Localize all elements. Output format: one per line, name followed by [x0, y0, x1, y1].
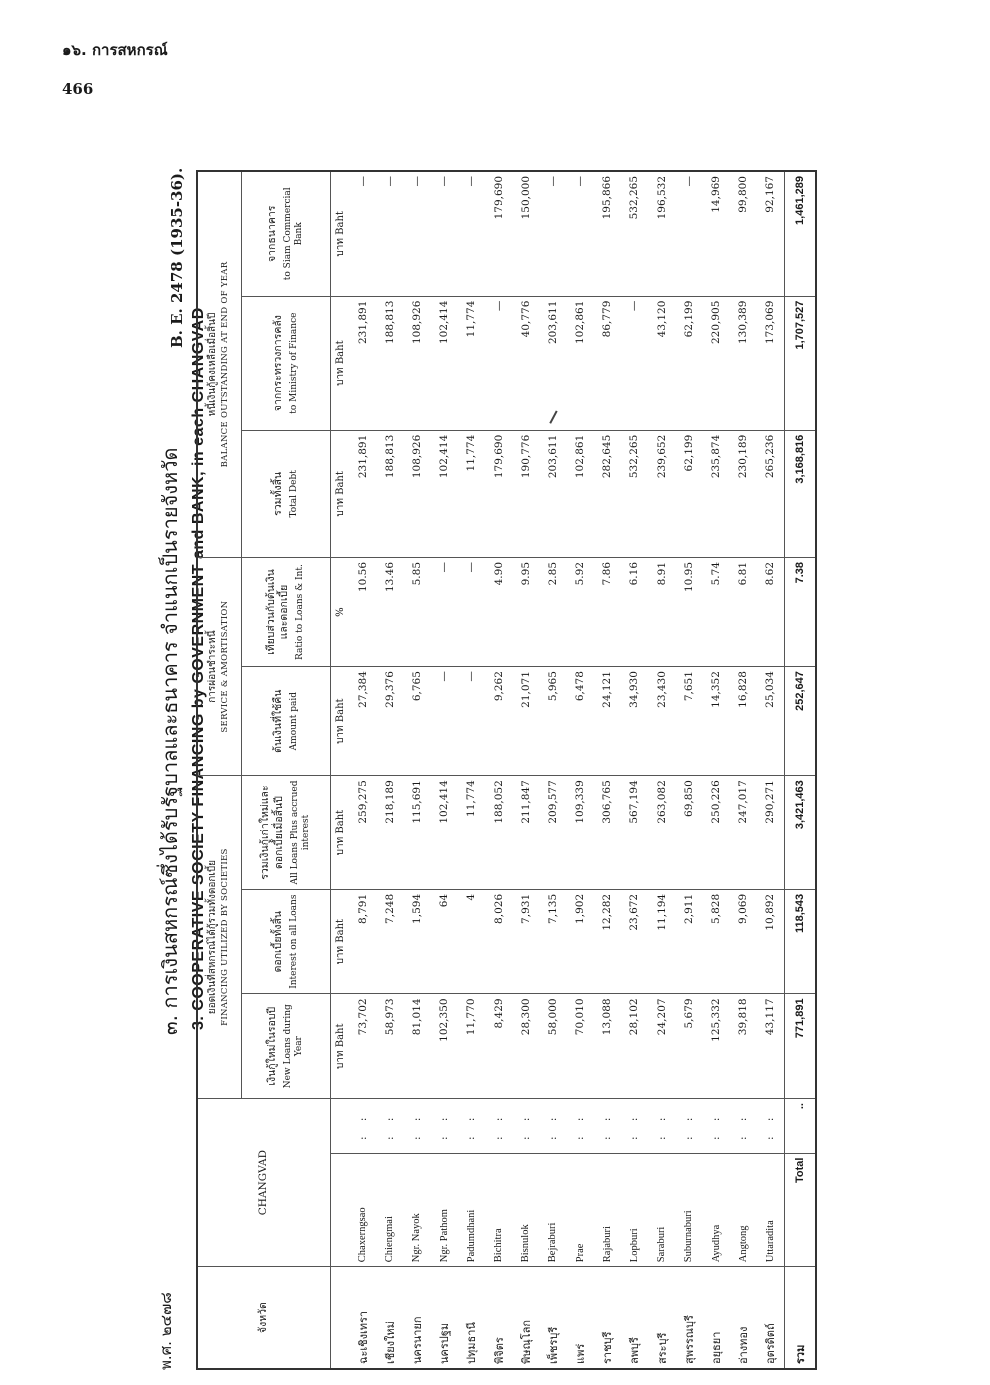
row-changvad-thai: อุตรดิตถ์ — [757, 1267, 785, 1369]
cell-total-debt: 190,776 — [512, 430, 539, 557]
cell-new-loans: 102,350 — [431, 994, 458, 1099]
cell-interest: 4 — [458, 889, 485, 994]
table-row — [730, 171, 757, 1369]
cell-total-debt: 102,414 — [431, 430, 458, 557]
cell-ratio: 2.85 — [539, 557, 566, 666]
cell-amount-paid: 27,384 — [349, 667, 376, 776]
row-dots: : : — [567, 1099, 594, 1154]
row-dots: : : — [648, 1099, 675, 1154]
row-changvad-eng: Chiengmai — [376, 1153, 403, 1267]
row-changvad-eng: Rajaburi — [594, 1153, 621, 1267]
row-changvad-eng: Saraburi — [648, 1153, 675, 1267]
cell-new-loans: 39,818 — [730, 994, 757, 1099]
cell-total-debt: 282,645 — [594, 430, 621, 557]
cell-to-ministry: 231,891 — [349, 296, 376, 430]
col-to-ministry — [241, 296, 330, 430]
row-changvad-eng: Suburnaburi — [675, 1153, 702, 1267]
cell-total-debt: 235,874 — [702, 430, 729, 557]
cell-interest: 1,594 — [403, 889, 430, 994]
cell-amount-paid: 5,965 — [539, 667, 566, 776]
cell-to-bank: 92,167 — [757, 171, 785, 296]
cell-ratio: 9.95 — [512, 557, 539, 666]
cell-total-debt: 230,189 — [730, 430, 757, 557]
cell-to-ministry: 173,069 — [757, 296, 785, 430]
title-thai: ๓. การเงินสหกรณ์ซึ่งได้รับรัฐบาลและธนาคาร จำแนกเป็นรายจังหวัด — [158, 447, 182, 1035]
cell-amount-paid: 34,930 — [621, 667, 648, 776]
cell-interest: 10,892 — [757, 889, 785, 994]
row-changvad-eng: Ngr. Pathom — [431, 1153, 458, 1267]
cell-all-loans: 250,226 — [702, 776, 729, 890]
cell-amount-paid: — — [431, 667, 458, 776]
cell-total-debt: 231,891 — [349, 430, 376, 557]
row-changvad-thai: อ่างทอง — [730, 1267, 757, 1369]
cell-interest: 23,672 — [621, 889, 648, 994]
cell-to-bank: — — [458, 171, 485, 296]
cell-new-loans: 5,679 — [675, 994, 702, 1099]
cell-amount-paid: 29,376 — [376, 667, 403, 776]
cell-to-bank: — — [431, 171, 458, 296]
year-be: B. E. 2478 (1935-36). — [168, 167, 186, 348]
cell-all-loans: 218,189 — [376, 776, 403, 890]
cell-interest: 7,248 — [376, 889, 403, 994]
table-row — [567, 171, 594, 1369]
cell-all-loans: 290,271 — [757, 776, 785, 890]
cell-ratio: 4.90 — [485, 557, 512, 666]
table-row — [485, 171, 512, 1369]
cell-new-loans: 73,702 — [349, 994, 376, 1099]
row-dots: : : — [594, 1099, 621, 1154]
cell-amount-paid: 7,651 — [675, 667, 702, 776]
cell-total-debt: 239,652 — [648, 430, 675, 557]
row-changvad-eng: Uttaradita — [757, 1153, 785, 1267]
cell-all-loans: 306,765 — [594, 776, 621, 890]
row-changvad-eng: Ngr. Nayok — [403, 1153, 430, 1267]
total-debt: 3,168,816 — [785, 430, 817, 557]
total-interest: 118,543 — [785, 889, 817, 994]
row-dots: : : — [403, 1099, 430, 1154]
cell-to-bank: — — [349, 171, 376, 296]
cell-to-ministry: 102,414 — [431, 296, 458, 430]
cell-to-bank: 532,265 — [621, 171, 648, 296]
cell-total-debt: 102,861 — [567, 430, 594, 557]
row-changvad-thai: ราชบุรี — [594, 1267, 621, 1369]
table-row — [431, 171, 458, 1369]
col-to-bank — [241, 171, 330, 296]
section-financing-thai: ยอดเงินที่สหกรณ์ได้กู้รวมทั้งดอกเบี้ย — [206, 859, 218, 1015]
cell-new-loans: 43,117 — [757, 994, 785, 1099]
cell-to-bank: — — [376, 171, 403, 296]
cell-total-debt: 62,199 — [675, 430, 702, 557]
row-dots: : : — [757, 1099, 785, 1154]
cell-to-ministry: 62,199 — [675, 296, 702, 430]
cell-amount-paid: 21,071 — [512, 667, 539, 776]
table-row — [702, 171, 729, 1369]
col-amount-paid-thai: ต้นเงินที่ใช้คืน — [271, 689, 284, 753]
cell-to-ministry: 86,779 — [594, 296, 621, 430]
table-row — [539, 171, 566, 1369]
cell-new-loans: 125,332 — [702, 994, 729, 1099]
cell-amount-paid: — — [458, 667, 485, 776]
col-new-loans — [241, 994, 330, 1099]
cell-to-ministry: — — [485, 296, 512, 430]
cell-ratio: — — [458, 557, 485, 666]
total-to-ministry: 1,707,527 — [785, 296, 817, 430]
cell-ratio: 6.81 — [730, 557, 757, 666]
cell-to-bank: 150,000 — [512, 171, 539, 296]
table-row — [594, 171, 621, 1369]
cell-total-debt: 203,611 — [539, 430, 566, 557]
cell-to-ministry: — — [621, 296, 648, 430]
col-new-loans-thai: เงินกู้ใหม่ในรอบปี — [265, 1006, 278, 1086]
col-changvad-eng: CHANGVAD — [197, 1099, 331, 1267]
cell-amount-paid: 24,121 — [594, 667, 621, 776]
cell-all-loans: 263,082 — [648, 776, 675, 890]
col-interest — [241, 889, 330, 994]
table-row — [349, 171, 376, 1369]
section-service-thai: การผ่อนชำระหนี้ — [206, 630, 218, 703]
chapter-heading: ๑๖. การสหกรณ์ — [62, 41, 168, 59]
cell-total-debt: 188,813 — [376, 430, 403, 557]
cell-new-loans: 13,088 — [594, 994, 621, 1099]
col-all-loans-thai: รวมเงินกู้เก่าใหม่และดอกเบี้ยเมื่อสิ้นปี — [259, 785, 285, 880]
col-all-loans — [241, 776, 330, 890]
cell-amount-paid: 14,352 — [702, 667, 729, 776]
col-all-loans-eng: All Loans Plus accrued interest — [289, 780, 311, 885]
row-changvad-thai: เชียงใหม่ — [376, 1267, 403, 1369]
cell-ratio: 8.62 — [757, 557, 785, 666]
cell-ratio: — — [431, 557, 458, 666]
unit-baht: บาท Baht — [331, 776, 350, 890]
row-changvad-thai: ปทุมธานี — [458, 1267, 485, 1369]
row-dots: : : — [730, 1099, 757, 1154]
cell-ratio: 6.16 — [621, 557, 648, 666]
col-amount-paid-eng: Amount paid — [288, 692, 299, 751]
cell-interest: 9,069 — [730, 889, 757, 994]
col-total-debt-thai: รวมทั้งสิ้น — [271, 471, 284, 516]
row-dots: : : — [458, 1099, 485, 1154]
col-to-ministry-eng: to Ministry of Finance — [288, 312, 299, 414]
section-balance-english: BALANCE OUTSTANDING AT END OF YEAR — [220, 261, 231, 468]
row-changvad-eng: Bisnulok — [512, 1153, 539, 1267]
cell-ratio: 10.56 — [349, 557, 376, 666]
section-financing-english: FINANCING UTILIZED BY SOCIETIES — [220, 848, 231, 1026]
row-dots: : : — [702, 1099, 729, 1154]
cell-amount-paid: 25,034 — [757, 667, 785, 776]
cell-amount-paid: 23,430 — [648, 667, 675, 776]
cell-all-loans: 69,850 — [675, 776, 702, 890]
col-to-ministry-thai: จากกระทรวงการคลัง — [271, 315, 284, 412]
cell-to-ministry: 43,120 — [648, 296, 675, 430]
total-label-thai: รวม — [785, 1267, 817, 1369]
row-dots: : : — [675, 1099, 702, 1154]
unit-baht: บาท Baht — [331, 667, 350, 776]
row-dots: : : — [431, 1099, 458, 1154]
page-number: 466 — [62, 80, 94, 98]
cell-interest: 8,791 — [349, 889, 376, 994]
cell-all-loans: 209,577 — [539, 776, 566, 890]
total-new-loans: 771,891 — [785, 994, 817, 1099]
section-balance-thai: หนี้เงินกู้คงเหลือเมื่อสิ้นปี — [206, 312, 218, 417]
total-amount-paid: 252,647 — [785, 667, 817, 776]
cell-new-loans: 81,014 — [403, 994, 430, 1099]
cell-interest: 1,902 — [567, 889, 594, 994]
total-dots: .. — [785, 1099, 817, 1154]
unit-percent: % — [331, 557, 350, 666]
table-row — [458, 171, 485, 1369]
cell-new-loans: 24,207 — [648, 994, 675, 1099]
cell-all-loans: 115,691 — [403, 776, 430, 890]
row-changvad-eng: Ayudhya — [702, 1153, 729, 1267]
cell-ratio: 5.85 — [403, 557, 430, 666]
cell-ratio: 5.92 — [567, 557, 594, 666]
row-changvad-eng: Angtong — [730, 1153, 757, 1267]
cell-to-ministry: 40,776 — [512, 296, 539, 430]
row-changvad-eng: Prae — [567, 1153, 594, 1267]
cell-to-bank: — — [403, 171, 430, 296]
cell-to-bank: 14,969 — [702, 171, 729, 296]
col-ratio-eng: Ratio to Loans & Int. — [295, 564, 306, 660]
cell-interest: 64 — [431, 889, 458, 994]
col-to-bank-thai: จากธนาคาร — [265, 205, 278, 263]
row-changvad-eng: Lopburi — [621, 1153, 648, 1267]
cell-new-loans: 70,010 — [567, 994, 594, 1099]
row-changvad-thai: อยุธยา — [702, 1267, 729, 1369]
cell-all-loans: 109,339 — [567, 776, 594, 890]
section-financing — [197, 776, 241, 1099]
row-changvad-thai: สระบุรี — [648, 1267, 675, 1369]
cell-interest: 12,282 — [594, 889, 621, 994]
table-row — [512, 171, 539, 1369]
cell-amount-paid: 16,828 — [730, 667, 757, 776]
col-interest-eng: Interest on all Loans — [288, 894, 299, 989]
unit-baht: บาท Baht — [331, 430, 350, 557]
year-thai: พ.ศ. ๒๔๗๘ — [157, 1292, 175, 1370]
cell-interest: 2,911 — [675, 889, 702, 994]
row-dots: : : — [485, 1099, 512, 1154]
table-body — [349, 171, 785, 1369]
cell-all-loans: 102,414 — [431, 776, 458, 890]
cell-interest: 8,026 — [485, 889, 512, 994]
cell-ratio: 10.95 — [675, 557, 702, 666]
cell-amount-paid: 9,262 — [485, 667, 512, 776]
cell-to-bank: — — [567, 171, 594, 296]
cell-to-ministry: 188,813 — [376, 296, 403, 430]
cell-to-bank: 179,690 — [485, 171, 512, 296]
section-balance — [197, 171, 241, 557]
cell-amount-paid: 6,478 — [567, 667, 594, 776]
row-changvad-thai: ลพบุรี — [621, 1267, 648, 1369]
total-row — [785, 171, 817, 1369]
cell-amount-paid: 6,765 — [403, 667, 430, 776]
cell-ratio: 7.86 — [594, 557, 621, 666]
cell-ratio: 5.74 — [702, 557, 729, 666]
cell-new-loans: 8,429 — [485, 994, 512, 1099]
row-changvad-eng: Padumdhani — [458, 1153, 485, 1267]
row-dots: : : — [349, 1099, 376, 1154]
cell-ratio: 8.91 — [648, 557, 675, 666]
cell-total-debt: 11,774 — [458, 430, 485, 557]
cell-to-ministry: 102,861 — [567, 296, 594, 430]
row-dots: : : — [512, 1099, 539, 1154]
col-changvad-thai: จังหวัด — [197, 1267, 331, 1369]
col-total-debt-eng: Total Debt — [288, 470, 299, 518]
cell-total-debt: 108,926 — [403, 430, 430, 557]
total-to-bank: 1,461,289 — [785, 171, 817, 296]
cell-to-ministry: 130,389 — [730, 296, 757, 430]
cell-new-loans: 28,102 — [621, 994, 648, 1099]
unit-baht: บาท Baht — [331, 889, 350, 994]
table-row — [376, 171, 403, 1369]
cell-to-bank: — — [675, 171, 702, 296]
col-total-debt — [241, 430, 330, 557]
unit-baht: บาท Baht — [331, 171, 350, 296]
cell-interest: 5,828 — [702, 889, 729, 994]
cell-interest: 7,931 — [512, 889, 539, 994]
cell-total-debt: 532,265 — [621, 430, 648, 557]
col-ratio-thai: เทียบส่วนกับต้นเงินและดอกเบี้ย — [265, 569, 291, 655]
cell-new-loans: 28,300 — [512, 994, 539, 1099]
row-changvad-thai: เพ็ชรบุรี — [539, 1267, 566, 1369]
cell-to-bank: 196,532 — [648, 171, 675, 296]
table-row — [403, 171, 430, 1369]
row-changvad-thai: นครปฐม — [431, 1267, 458, 1369]
table-row — [621, 171, 648, 1369]
col-ratio — [241, 557, 330, 666]
cell-all-loans: 567,194 — [621, 776, 648, 890]
row-dots: : : — [539, 1099, 566, 1154]
total-all-loans: 3,421,463 — [785, 776, 817, 890]
unit-baht: บาท Baht — [331, 296, 350, 430]
row-changvad-thai: แพร่ — [567, 1267, 594, 1369]
cell-total-debt: 265,236 — [757, 430, 785, 557]
cell-all-loans: 247,017 — [730, 776, 757, 890]
table-row — [675, 171, 702, 1369]
table-row — [757, 171, 785, 1369]
cell-all-loans: 259,275 — [349, 776, 376, 890]
cell-all-loans: 188,052 — [485, 776, 512, 890]
cell-to-bank: 195,866 — [594, 171, 621, 296]
cell-to-bank: 99,800 — [730, 171, 757, 296]
cell-to-ministry: 11,774 — [458, 296, 485, 430]
rotated-table-page — [154, 167, 934, 1370]
cell-interest: 7,135 — [539, 889, 566, 994]
cell-all-loans: 211,847 — [512, 776, 539, 890]
row-changvad-eng: Bichitra — [485, 1153, 512, 1267]
row-changvad-thai: พิจิตร — [485, 1267, 512, 1369]
col-amount-paid — [241, 667, 330, 776]
row-dots: : : — [621, 1099, 648, 1154]
title-english: 3. COOPERATIVE SOCIETY FINANCING by GOVERNMENT and BANK, in each CHANGVAD — [190, 307, 207, 1030]
cell-total-debt: 179,690 — [485, 430, 512, 557]
col-interest-thai: ดอกเบี้ยทั้งสิ้น — [271, 910, 284, 973]
total-ratio: 7.38 — [785, 557, 817, 666]
total-label-eng: Total — [785, 1153, 817, 1267]
cell-to-ministry: 203,611 — [539, 296, 566, 430]
row-changvad-thai: พิษณุโลก — [512, 1267, 539, 1369]
financing-table — [196, 170, 817, 1370]
unit-baht: บาท Baht — [331, 994, 350, 1099]
row-changvad-eng: Chaxerngsao — [349, 1153, 376, 1267]
col-to-bank-eng: to Siam Commercial Bank — [283, 187, 305, 281]
cell-new-loans: 58,000 — [539, 994, 566, 1099]
col-new-loans-eng: New Loans during Year — [283, 1004, 305, 1089]
cell-to-ministry: 220,905 — [702, 296, 729, 430]
cell-to-bank: — — [539, 171, 566, 296]
row-changvad-thai: ฉะเชิงเทรา — [349, 1267, 376, 1369]
cell-all-loans: 11,774 — [458, 776, 485, 890]
cell-to-ministry: 108,926 — [403, 296, 430, 430]
row-dots: : : — [376, 1099, 403, 1154]
cell-ratio: 13.46 — [376, 557, 403, 666]
section-service — [197, 557, 241, 775]
cell-new-loans: 11,770 — [458, 994, 485, 1099]
cell-interest: 11,194 — [648, 889, 675, 994]
section-service-english: SERVICE & AMORTISATION — [220, 600, 231, 733]
row-changvad-thai: นครนายก — [403, 1267, 430, 1369]
cell-new-loans: 58,973 — [376, 994, 403, 1099]
row-changvad-eng: Bejraburi — [539, 1153, 566, 1267]
table-row — [648, 171, 675, 1369]
row-changvad-thai: สุพรรณบุรี — [675, 1267, 702, 1369]
